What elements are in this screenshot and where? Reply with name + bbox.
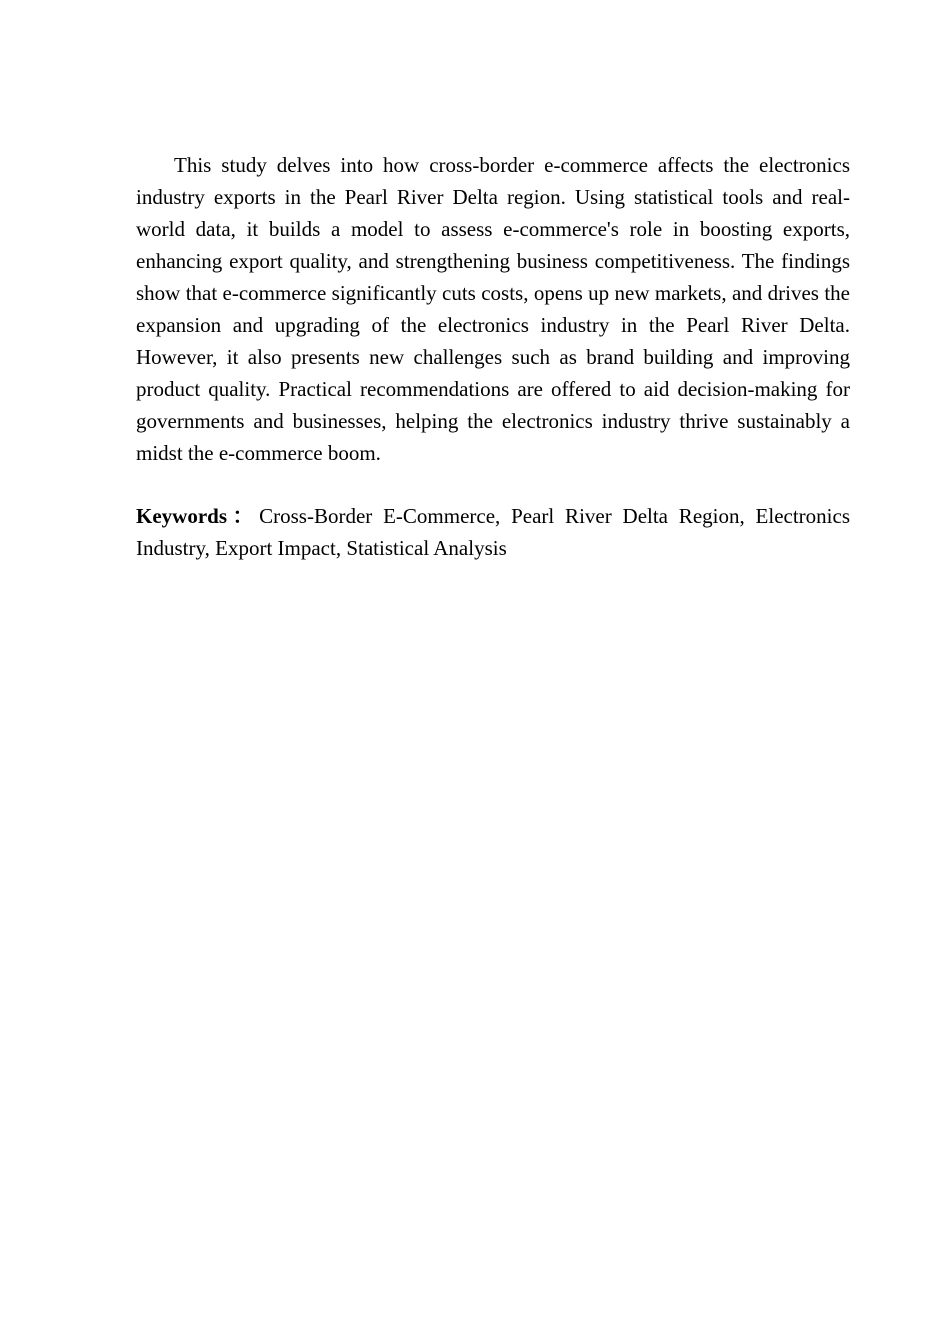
keywords-label: Keywords：	[136, 504, 260, 528]
abstract-paragraph: This study delves into how cross-border e-commerce affects the electronics industry exports in the Pearl River Delta region. Using statistical tools and real-world data, it builds a model to assess e-commerce's role in boosting exports, enhancing export quality, and strengthening business competitiveness. The findings show that e-commerce significantly cuts costs, opens up new markets, and drives the expansion and upgrading of the electronics industry in the Pearl River Delta. However, it also presents new challenges such as brand building and improving product quality. Practical recommendations are offered to aid decision-making for governments and businesses, helping the electronics industry thrive sustainably a midst the e-commerce boom.	[136, 153, 850, 465]
keywords-text: Cross-Border E-Commerce, Pearl River Delta Region, Electronics Industry, Export Impact, Statistical Analysis	[136, 504, 850, 560]
keywords-paragraph	[136, 500, 850, 564]
abstract-section	[136, 149, 850, 564]
